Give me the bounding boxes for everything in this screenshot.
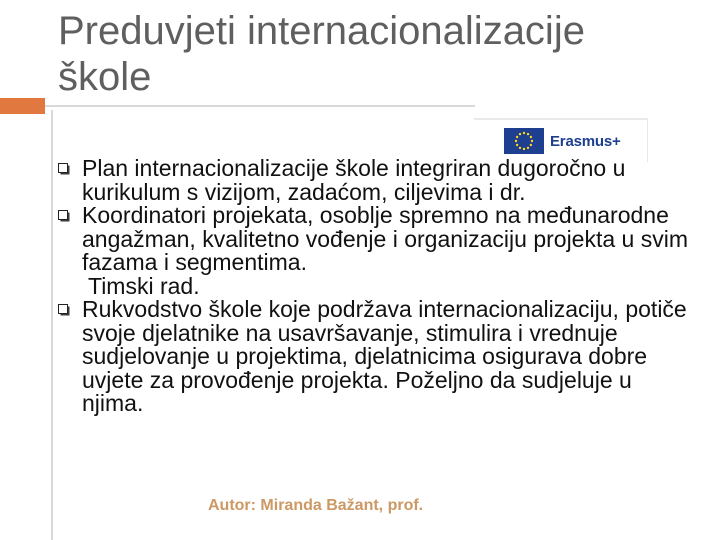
bullet-square-icon	[58, 210, 70, 222]
bullet-list	[58, 157, 698, 416]
eu-flag-icon	[504, 128, 544, 154]
divider-vertical	[51, 110, 53, 540]
slide-title: Preduvjeti internacionalizacije škole	[58, 9, 585, 99]
bullet-text: Plan internacionalizacije škole integriran dugoročno u kurikulum s vizijom, zadaćom, ciljevima i dr.	[82, 155, 626, 205]
bullet-text: Koordinatori projekata, osoblje spremno na međunarodne angažman, kvalitetno vođenje i organizaciju projekta u svim fazama i segmentima.	[82, 202, 688, 275]
divider-horizontal	[45, 105, 475, 107]
accent-bar	[0, 98, 45, 114]
footer-author: Autor: Miranda Bažant, prof.	[208, 497, 424, 514]
bullet-item	[58, 298, 698, 416]
bullet-item	[58, 157, 698, 204]
bullet-square-icon	[58, 304, 70, 316]
logo-text: Erasmus+	[550, 132, 621, 150]
plain-line: Timski rad.	[88, 272, 200, 299]
bullet-item	[58, 204, 698, 275]
bullet-square-icon	[58, 163, 70, 175]
bullet-text: Rukvodstvo škole koje podržava internacionalizaciju, potiče svoje djelatnike na usavršavanje, stimulira i vrednuje sudjelovanje u projektima, djelatnicima osigurava dobre uvjete za provođenje projekta. Poželjno da sudjeluje u njima.	[82, 296, 687, 416]
